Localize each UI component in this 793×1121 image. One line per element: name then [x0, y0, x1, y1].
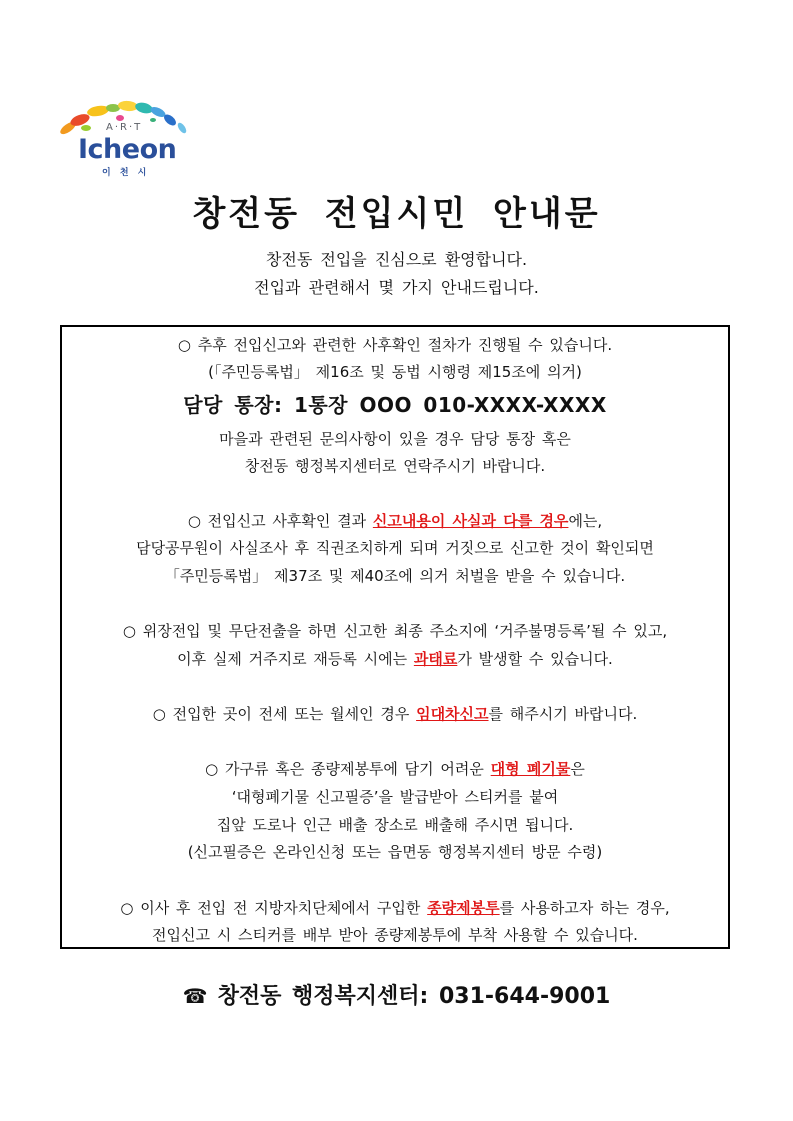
notice-line: ‘대형폐기물 신고필증’을 발급받아 스티커를 붙여 — [231, 788, 559, 806]
notice-line: ○ 가구류 혹은 종량제봉투에 담기 어려운 대형 폐기물은 — [205, 760, 585, 778]
notice-line: 이후 실제 거주지로 재등록 시에는 과태료가 발생할 수 있습니다. — [177, 650, 613, 668]
logo-korean-text: 이 천 시 — [102, 168, 150, 178]
notice-line: ○ 전입한 곳이 전세 또는 월세인 경우 임대차신고를 해주시기 바랍니다. — [152, 705, 638, 723]
page-title: 창전동 전입시민 안내문 — [192, 194, 601, 234]
notice-box — [60, 325, 730, 949]
highlight-text: 대형 폐기물 — [490, 760, 571, 778]
logo-icheon-text: Icheon — [78, 134, 177, 165]
contact-line: 담당 통장: 1통장 OOO 010-XXXX-XXXX — [183, 393, 607, 417]
footer-text: 창전동 행정복지센터: 031-644-9001 — [217, 984, 611, 1009]
notice-line: 「주민등록법」 제37조 및 제40조에 의거 처벌을 받을 수 있습니다. — [164, 567, 626, 585]
highlight-text: 과태료 — [413, 650, 458, 668]
highlight-text: 신고내용이 사실과 다를 경우 — [372, 512, 569, 530]
logo-art-text: A·R·T — [106, 122, 143, 133]
notice-line: ○ 위장전입 및 무단전출을 하면 신고한 최종 주소지에 ‘거주불명등록’될 수 있고, — [122, 622, 668, 640]
notice-line: 마을과 관련된 문의사항이 있을 경우 담당 통장 혹은 — [219, 430, 571, 448]
notice-line: 전입신고 시 스티커를 배부 받아 종량제봉투에 부착 사용할 수 있습니다. — [152, 926, 638, 944]
intro-text — [0, 246, 793, 302]
notice-line: (「주민등록법」 제16조 및 동법 시행령 제15조에 의거) — [208, 363, 582, 381]
notice-line: ○ 전입신고 사후확인 결과 신고내용이 사실과 다를 경우에는, — [187, 512, 603, 530]
footer-contact — [0, 979, 793, 1010]
notice-line: ○ 추후 전입신고와 관련한 사후확인 절차가 진행될 수 있습니다. — [177, 336, 613, 354]
intro-line: 전입과 관련해서 몇 가지 안내드립니다. — [254, 278, 539, 297]
intro-line: 창전동 전입을 진심으로 환영합니다. — [265, 250, 528, 269]
phone-icon: ☎ — [182, 984, 208, 1008]
icheon-logo — [58, 98, 198, 178]
notice-line: 담당공무원이 사실조사 후 직권조치하게 되며 거짓으로 신고한 것이 확인되면 — [136, 539, 654, 557]
notice-line: ○ 이사 후 전입 전 지방자치단체에서 구입한 종량제봉투를 사용하고자 하는 경우, — [120, 899, 670, 917]
notice-line: (신고필증은 온라인신청 또는 읍면동 행정복지센터 방문 수령) — [187, 843, 603, 861]
notice-line: 창전동 행정복지센터로 연락주시기 바랍니다. — [244, 457, 546, 475]
highlight-text: 종량제봉투 — [427, 899, 500, 917]
notice-line: 집앞 도로나 인근 배출 장소로 배출해 주시면 됩니다. — [216, 816, 574, 834]
highlight-text: 임대차신고 — [416, 705, 489, 723]
